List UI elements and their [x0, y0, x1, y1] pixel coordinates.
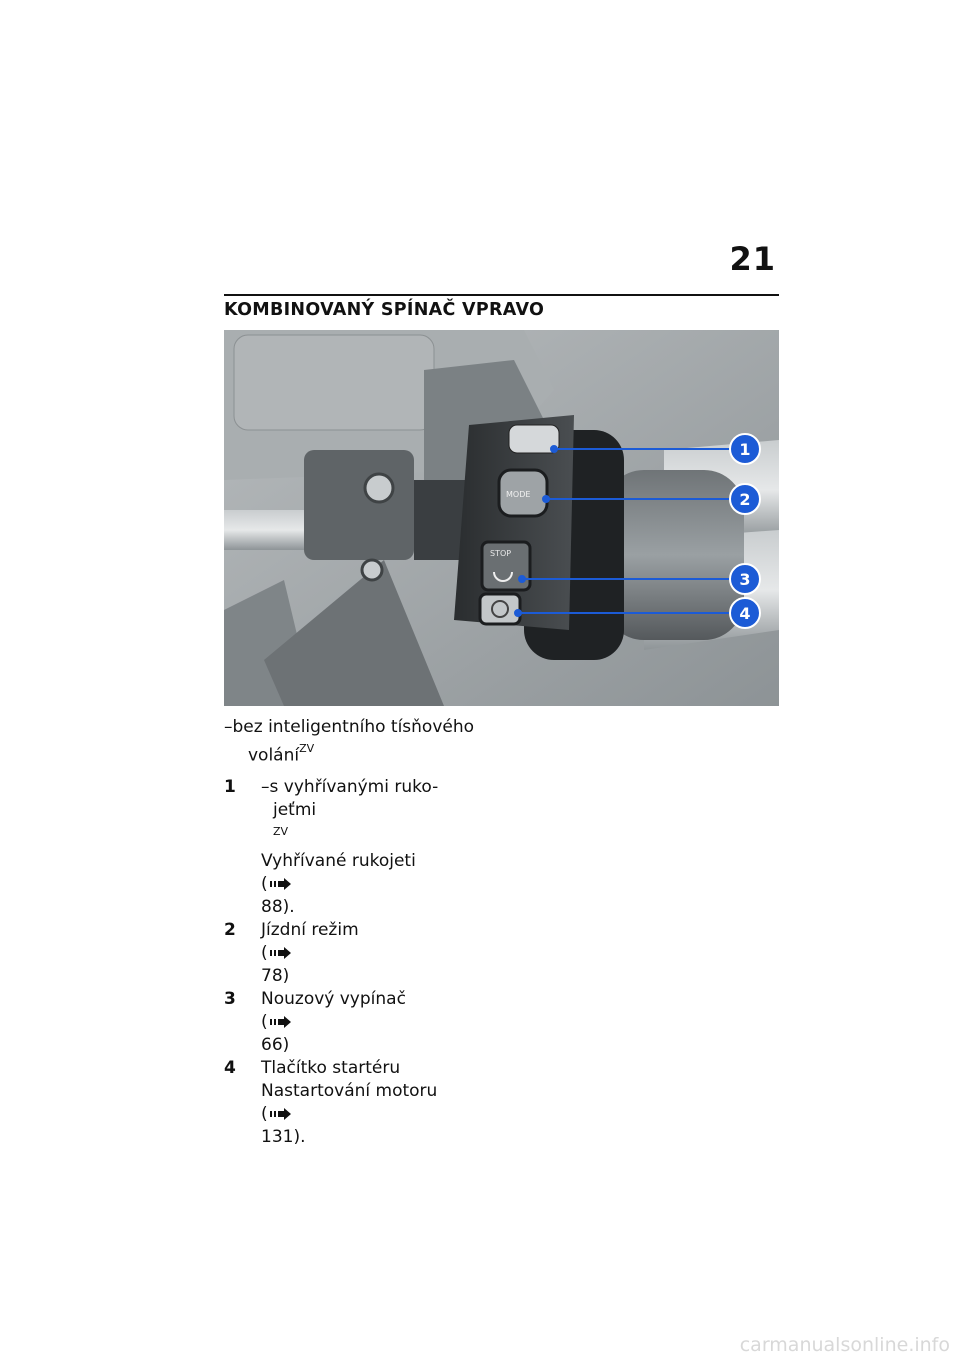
item-number: 3 — [224, 989, 236, 1010]
item-line: Nouzový vypínač — [261, 989, 406, 1010]
svg-text:1: 1 — [739, 440, 751, 459]
page-reference-link[interactable]: 131). — [261, 1127, 306, 1148]
item-number: 2 — [224, 920, 236, 941]
handlebar-illustration — [224, 330, 779, 706]
stop-button-label: STOP — [490, 549, 512, 558]
mode-button-label: MODE — [506, 490, 531, 499]
svg-text:4: 4 — [739, 604, 751, 623]
svg-text:3: 3 — [739, 570, 751, 589]
note-line-2: volání — [248, 745, 300, 766]
item-line: Vyhřívané rukojeti — [261, 851, 416, 872]
page-number: 21 — [729, 240, 776, 278]
option-superscript: ZV — [299, 742, 315, 755]
item-number: 1 — [224, 776, 236, 797]
item-line: jeťmi — [273, 799, 317, 820]
watermark: carmanualsonline.info — [739, 1334, 950, 1356]
handlebar-switch-figure — [224, 330, 779, 706]
item-number: 4 — [224, 1058, 236, 1079]
svg-text:2: 2 — [739, 490, 751, 509]
page-reference-arrow-icon — [270, 878, 292, 890]
legend-item-1: 1 –s vyhřívanými ruko- jeťmi $^{ZV}$ Vyhřívané rukojeti ( 88). — [224, 776, 504, 920]
page-reference-link[interactable]: 66) — [261, 1035, 290, 1056]
page-reference-arrow-icon — [270, 947, 292, 959]
note-line-1: –bez inteligentního tísňového — [224, 717, 475, 737]
section-divider — [224, 294, 779, 296]
legend-item-4: 4 Tlačítko startéru Nastartování motoru ( 131). — [224, 1057, 504, 1149]
page-reference-link[interactable]: 88). — [261, 897, 295, 918]
section-title: KOMBINOVANÝ SPÍNAČ VPRAVO — [224, 300, 545, 320]
callout-2 — [730, 484, 760, 514]
page-reference-arrow-icon — [270, 1108, 292, 1120]
callout-1 — [730, 434, 760, 464]
page-reference-arrow-icon — [270, 1016, 292, 1028]
variant-note — [224, 716, 504, 768]
page-reference-link[interactable]: 78) — [261, 966, 290, 987]
callout-3 — [730, 564, 760, 594]
legend-item-3: 3 Nouzový vypínač ( 66) — [224, 988, 504, 1057]
legend-item-2: 2 Jízdní režim ( 78) — [224, 919, 504, 988]
legend-text — [224, 716, 504, 1149]
item-line: –s vyhřívanými ruko- — [261, 776, 439, 797]
item-line: Tlačítko startéru — [261, 1058, 401, 1079]
item-line: Jízdní režim — [261, 920, 359, 941]
option-superscript: ZV — [273, 824, 289, 838]
callout-4 — [730, 598, 760, 628]
item-line: Nastartování motoru — [261, 1081, 438, 1102]
